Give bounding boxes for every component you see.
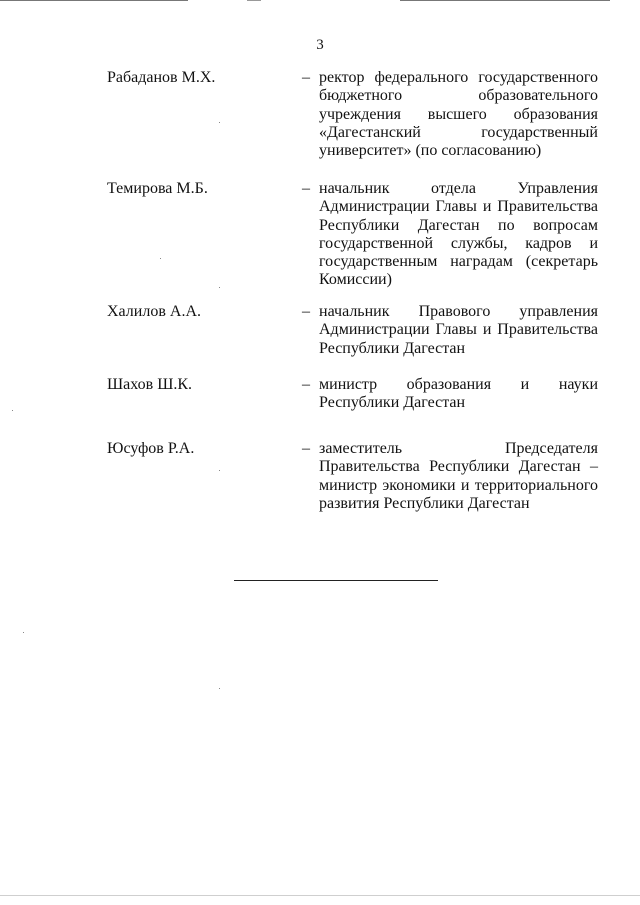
scan-speck (219, 470, 220, 471)
member-name: Юсуфов Р.А. (107, 440, 195, 457)
scan-speck (12, 410, 13, 411)
member-position: начальник отдела Управления Администрации Главы и Правительства Республики Дагестан по вопросам государственной службы, кадров и государственным наградам (секретарь Комиссии) (319, 180, 598, 289)
scan-speck (160, 258, 161, 259)
member-name: Халилов А.А. (107, 303, 201, 320)
scan-edge-rule (0, 895, 640, 896)
entry-dash: – (302, 303, 310, 320)
member-name: Шахов Ш.К. (107, 376, 192, 393)
entry-dash: – (302, 180, 310, 197)
scan-edge-rule (400, 0, 610, 1)
scan-edge-rule (0, 0, 188, 1)
member-name: Темирова М.Б. (107, 180, 208, 197)
member-position: начальник Правового управления Администрации Главы и Правительства Республики Дагестан (319, 303, 598, 357)
page-number: 3 (316, 37, 324, 53)
member-position: министр образования и науки Республики Дагестан (319, 376, 598, 412)
member-name: Рабаданов М.Х. (107, 69, 216, 86)
scan-speck (219, 287, 220, 288)
entry-dash: – (302, 69, 310, 86)
member-position: заместитель Председателя Правительства Республики Дагестан – министр экономики и территориального развития Республики Дагестан (319, 440, 598, 512)
entry-dash: – (302, 440, 310, 457)
end-of-list-rule (234, 580, 438, 581)
scan-speck (219, 688, 220, 689)
entry-dash: – (302, 376, 310, 393)
scan-edge-rule (247, 0, 261, 1)
scan-speck (219, 122, 220, 123)
scan-speck (23, 632, 24, 633)
member-position: ректор федерального государственного бюджетного образовательного учреждения высшего образования «Дагестанский государственный университет» (по согласованию) (319, 69, 598, 160)
